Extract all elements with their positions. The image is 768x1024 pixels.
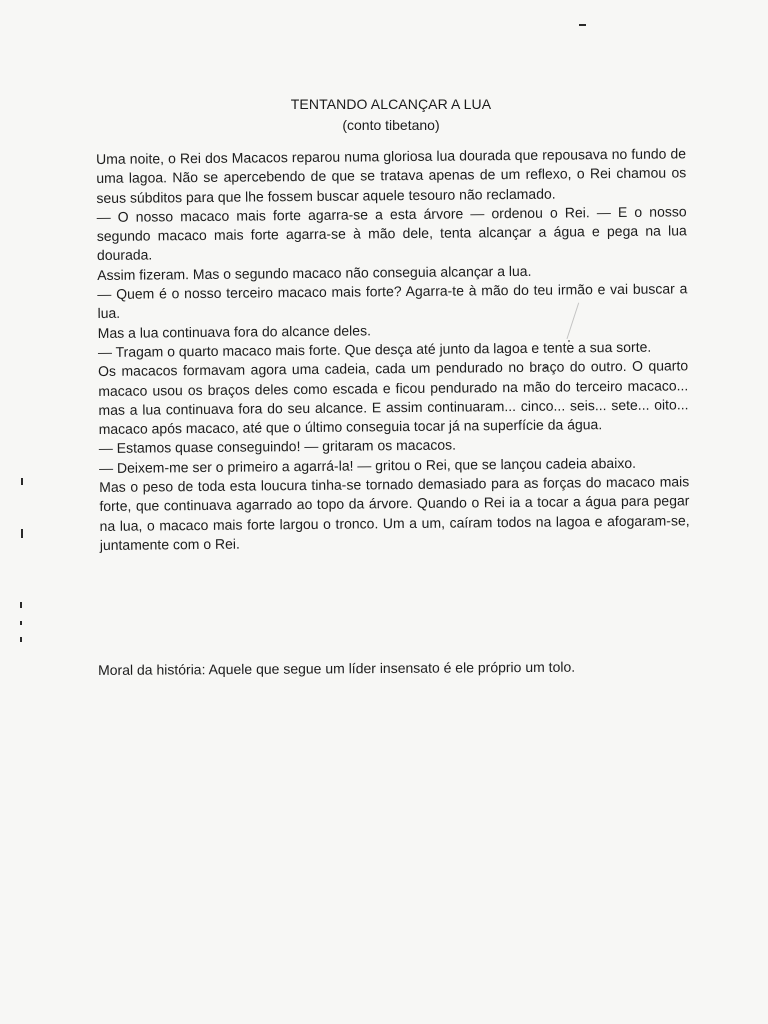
scan-mark bbox=[20, 637, 22, 642]
scan-mark bbox=[21, 478, 23, 485]
story-title: TENTANDO ALCANÇAR A LUA bbox=[290, 96, 492, 112]
story-body bbox=[96, 144, 690, 555]
scan-mark bbox=[20, 602, 22, 608]
story-moral: Moral da história: Aquele que segue um líder insensato é ele próprio um tolo. bbox=[98, 658, 576, 678]
paragraph: Assim fizeram. Mas o segundo macaco não conseguia alcançar a lua. bbox=[97, 262, 532, 283]
scan-mark bbox=[21, 529, 23, 538]
paragraph: — Deixem-me ser o primeiro a agarrá-la! — gritou o Rei, que se lançou cadeia abaixo. bbox=[98, 454, 637, 476]
title-block bbox=[0, 94, 768, 135]
paragraph: Mas o peso de toda esta loucura tinha-se tornado demasiado para as forças do macaco mais forte, que continuava agarrado ao topo da árvore. Quando o Rei ia a tocar a água para pegar na lua, o macaco mais forte largou o tronco. Um a um, caíram todos na lagoa e afogaram-se, juntamente com o Rei. bbox=[99, 473, 690, 553]
paragraph: — O nosso macaco mais forte agarra-se a esta árvore — ordenou o Rei. — E o nosso segundo macaco mais forte agarra-se à mão dele, tenta alcançar a água e pega na lua dourada. bbox=[96, 203, 687, 264]
paragraph: Os macacos formavam agora uma cadeia, cada um pendurado no braço do outro. O quarto macaco usou os braços deles como escada e ficou pendurado na mão do terceiro macaco... mas a lua continuava fora do seu alcance. E assim continuaram... cinco... seis... sete... oito... macaco após macaco, até que o último conseguia tocar já na superfície da água. bbox=[98, 357, 689, 438]
scan-mark bbox=[579, 24, 586, 26]
scan-mark bbox=[20, 621, 22, 625]
paragraph: — Estamos quase conseguindo! — gritaram os macacos. bbox=[98, 437, 457, 457]
paragraph: — Tragam o quarto macaco mais forte. Que desça até junto da lagoa e tente a sua sorte. bbox=[97, 338, 652, 360]
story-subtitle: (conto tibetano) bbox=[342, 117, 440, 133]
paragraph: Mas a lua continuava fora do alcance deles. bbox=[97, 322, 371, 341]
paragraph: — Quem é o nosso terceiro macaco mais forte? Agarra-te à mão do teu irmão e vai buscar a lua. bbox=[97, 280, 688, 322]
paragraph: Uma noite, o Rei dos Macacos reparou numa gloriosa lua dourada que repousava no fundo de uma lagoa. Não se apercebendo de que se tratava apenas de um reflexo, o Rei chamou os seus súbditos para que lhe fossem buscar aquele tesouro não reclamado. bbox=[96, 145, 687, 206]
